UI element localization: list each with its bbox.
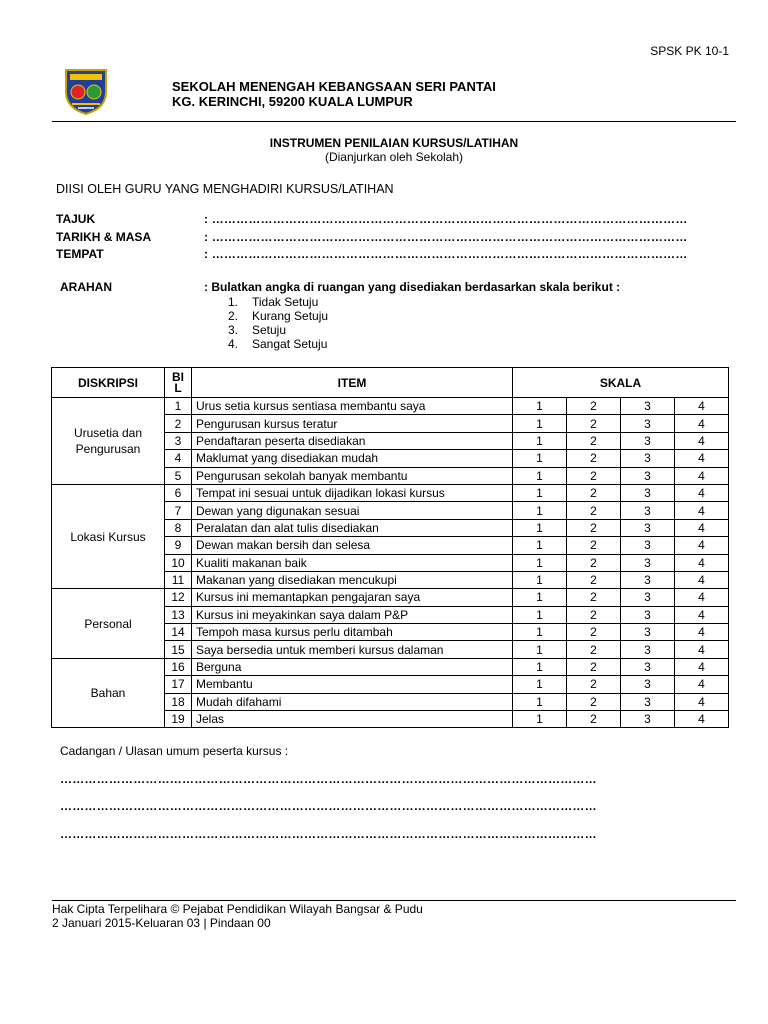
- bil-cell: 17: [165, 676, 192, 693]
- field-label-tempat: TEMPAT: [56, 247, 104, 261]
- scale-option-2[interactable]: 2: [567, 571, 621, 588]
- scale-option-4[interactable]: 4: [675, 693, 729, 710]
- category-cell: Personal: [52, 589, 165, 659]
- scale-option-1[interactable]: 1: [513, 711, 567, 728]
- category-cell: Urusetia dan Pengurusan: [52, 398, 165, 485]
- scale-legend-item: 2. Kurang Setuju: [228, 309, 329, 323]
- table-row: [52, 658, 729, 675]
- arahan-label: ARAHAN: [60, 280, 112, 294]
- scale-option-2[interactable]: 2: [567, 415, 621, 432]
- scale-option-4[interactable]: 4: [675, 589, 729, 606]
- item-cell: Mudah difahami: [192, 693, 513, 710]
- document-code: SPSK PK 10-1: [650, 44, 729, 58]
- scale-option-1[interactable]: 1: [513, 624, 567, 641]
- bil-cell: 6: [165, 484, 192, 501]
- scale-option-3[interactable]: 3: [621, 415, 675, 432]
- scale-option-1[interactable]: 1: [513, 432, 567, 449]
- form-title: INSTRUMEN PENILAIAN KURSUS/LATIHAN: [269, 136, 519, 150]
- scale-option-2[interactable]: 2: [567, 432, 621, 449]
- item-cell: Pengurusan sekolah banyak membantu: [192, 467, 513, 484]
- scale-option-4[interactable]: 4: [675, 467, 729, 484]
- scale-option-2[interactable]: 2: [567, 519, 621, 536]
- table-row: [52, 398, 729, 415]
- item-cell: Berguna: [192, 658, 513, 675]
- scale-option-3[interactable]: 3: [621, 398, 675, 415]
- bil-cell: 11: [165, 571, 192, 588]
- comment-line[interactable]: ……………………………………………………………………………………………………………………: [60, 772, 597, 786]
- item-cell: Pengurusan kursus teratur: [192, 415, 513, 432]
- scale-option-3[interactable]: 3: [621, 641, 675, 658]
- field-label-tajuk: TAJUK: [56, 212, 96, 226]
- scale-option-4[interactable]: 4: [675, 484, 729, 501]
- scale-option-2[interactable]: 2: [567, 658, 621, 675]
- scale-option-4[interactable]: 4: [675, 415, 729, 432]
- scale-option-2[interactable]: 2: [567, 450, 621, 467]
- bil-cell: 1: [165, 398, 192, 415]
- item-cell: Tempat ini sesuai untuk dijadikan lokasi kursus: [192, 484, 513, 501]
- scale-option-3[interactable]: 3: [621, 711, 675, 728]
- item-cell: Kursus ini meyakinkan saya dalam P&P: [192, 606, 513, 623]
- scale-option-3[interactable]: 3: [621, 502, 675, 519]
- scale-option-3[interactable]: 3: [621, 484, 675, 501]
- scale-option-1[interactable]: 1: [513, 537, 567, 554]
- field-blank-tarikh-masa[interactable]: : ………………………………………………………………………………………………………: [204, 230, 688, 244]
- scale-option-3[interactable]: 3: [621, 658, 675, 675]
- scale-option-2[interactable]: 2: [567, 624, 621, 641]
- item-cell: Membantu: [192, 676, 513, 693]
- bil-cell: 9: [165, 537, 192, 554]
- scale-option-4[interactable]: 4: [675, 537, 729, 554]
- scale-option-4[interactable]: 4: [675, 398, 729, 415]
- bil-cell: 8: [165, 519, 192, 536]
- footer-copyright: Hak Cipta Terpelihara © Pejabat Pendidikan Wilayah Bangsar & Pudu: [52, 902, 423, 916]
- scale-option-1[interactable]: 1: [513, 519, 567, 536]
- footer-issue: 2 Januari 2015-Keluaran 03 | Pindaan 00: [52, 916, 271, 930]
- scale-option-2[interactable]: 2: [567, 554, 621, 571]
- scale-option-1[interactable]: 1: [513, 676, 567, 693]
- scale-legend: [228, 295, 328, 351]
- scale-option-4[interactable]: 4: [675, 519, 729, 536]
- item-cell: Kualiti makanan baik: [192, 554, 513, 571]
- bil-cell: 15: [165, 641, 192, 658]
- comment-line[interactable]: ……………………………………………………………………………………………………………………: [60, 827, 597, 841]
- scale-option-4[interactable]: 4: [675, 606, 729, 623]
- table-row: [52, 484, 729, 501]
- scale-option-3[interactable]: 3: [621, 571, 675, 588]
- scale-option-4[interactable]: 4: [675, 624, 729, 641]
- bil-cell: 18: [165, 693, 192, 710]
- table-header-row: [52, 368, 729, 398]
- footer: [52, 902, 423, 930]
- scale-option-1[interactable]: 1: [513, 502, 567, 519]
- scale-option-4[interactable]: 4: [675, 554, 729, 571]
- scale-option-2[interactable]: 2: [567, 589, 621, 606]
- scale-option-3[interactable]: 3: [621, 467, 675, 484]
- arahan-text: : Bulatkan angka di ruangan yang disediakan berdasarkan skala berikut :: [204, 280, 621, 294]
- scale-option-4[interactable]: 4: [675, 502, 729, 519]
- scale-option-2[interactable]: 2: [567, 711, 621, 728]
- header-skala: SKALA: [513, 368, 729, 398]
- scale-option-4[interactable]: 4: [675, 711, 729, 728]
- scale-option-1[interactable]: 1: [513, 571, 567, 588]
- header-bil-text: BI L: [172, 369, 184, 395]
- item-cell: Dewan makan bersih dan selesa: [192, 537, 513, 554]
- bil-cell: 12: [165, 589, 192, 606]
- bil-cell: 14: [165, 624, 192, 641]
- scale-option-4[interactable]: 4: [675, 571, 729, 588]
- item-cell: Jelas: [192, 711, 513, 728]
- header-item: ITEM: [192, 368, 513, 398]
- table-body: [52, 398, 729, 728]
- scale-option-4[interactable]: 4: [675, 432, 729, 449]
- field-blank-tajuk[interactable]: : ………………………………………………………………………………………………………: [204, 212, 688, 226]
- bil-cell: 5: [165, 467, 192, 484]
- school-name: SEKOLAH MENENGAH KEBANGSAAN SERI PANTAI: [172, 79, 496, 94]
- scale-option-4[interactable]: 4: [675, 658, 729, 675]
- school-header: [172, 79, 496, 109]
- bil-cell: 13: [165, 606, 192, 623]
- comments-label: Cadangan / Ulasan umum peserta kursus :: [60, 744, 289, 758]
- bil-cell: 3: [165, 432, 192, 449]
- scale-option-2[interactable]: 2: [567, 398, 621, 415]
- item-cell: Makanan yang disediakan mencukupi: [192, 571, 513, 588]
- item-cell: Maklumat yang disediakan mudah: [192, 450, 513, 467]
- scale-option-1[interactable]: 1: [513, 589, 567, 606]
- scale-legend-item: 4. Sangat Setuju: [228, 337, 328, 351]
- scale-option-2[interactable]: 2: [567, 484, 621, 501]
- item-cell: Kursus ini memantapkan pengajaran saya: [192, 589, 513, 606]
- scale-option-2[interactable]: 2: [567, 676, 621, 693]
- scale-option-4[interactable]: 4: [675, 450, 729, 467]
- item-cell: Dewan yang digunakan sesuai: [192, 502, 513, 519]
- scale-option-3[interactable]: 3: [621, 519, 675, 536]
- scale-option-4[interactable]: 4: [675, 676, 729, 693]
- item-cell: Urus setia kursus sentiasa membantu saya: [192, 398, 513, 415]
- scale-option-1[interactable]: 1: [513, 467, 567, 484]
- scale-legend-item: 3. Setuju: [228, 323, 287, 337]
- scale-option-1[interactable]: 1: [513, 450, 567, 467]
- scale-legend-item: 1. Tidak Setuju: [228, 295, 319, 309]
- scale-option-2[interactable]: 2: [567, 537, 621, 554]
- evaluation-table: [51, 367, 729, 728]
- form-title-block: [52, 136, 736, 164]
- scale-option-1[interactable]: 1: [513, 398, 567, 415]
- scale-option-3[interactable]: 3: [621, 589, 675, 606]
- scale-option-2[interactable]: 2: [567, 467, 621, 484]
- scale-option-1[interactable]: 1: [513, 484, 567, 501]
- scale-option-2[interactable]: 2: [567, 641, 621, 658]
- item-cell: Saya bersedia untuk memberi kursus dalaman: [192, 641, 513, 658]
- field-label-tarikh-masa: TARIKH & MASA: [56, 230, 152, 244]
- scale-option-3[interactable]: 3: [621, 624, 675, 641]
- item-cell: Tempoh masa kursus perlu ditambah: [192, 624, 513, 641]
- scale-option-1[interactable]: 1: [513, 658, 567, 675]
- category-cell: Lokasi Kursus: [52, 484, 165, 588]
- scale-option-2[interactable]: 2: [567, 606, 621, 623]
- scale-option-3[interactable]: 3: [621, 537, 675, 554]
- school-address: KG. KERINCHI, 59200 KUALA LUMPUR: [172, 94, 413, 109]
- bil-cell: 16: [165, 658, 192, 675]
- scale-option-3[interactable]: 3: [621, 432, 675, 449]
- comment-line[interactable]: ……………………………………………………………………………………………………………………: [60, 799, 597, 813]
- field-blank-tempat[interactable]: : ………………………………………………………………………………………………………: [204, 247, 688, 261]
- scale-option-3[interactable]: 3: [621, 693, 675, 710]
- scale-option-1[interactable]: 1: [513, 415, 567, 432]
- bil-cell: 7: [165, 502, 192, 519]
- scale-option-4[interactable]: 4: [675, 641, 729, 658]
- scale-option-1[interactable]: 1: [513, 641, 567, 658]
- scale-option-3[interactable]: 3: [621, 606, 675, 623]
- form-subtitle: (Dianjurkan oleh Sekolah): [324, 150, 464, 164]
- header-divider: [52, 121, 736, 122]
- bil-cell: 4: [165, 450, 192, 467]
- scale-option-3[interactable]: 3: [621, 554, 675, 571]
- item-cell: Pendaftaran peserta disediakan: [192, 432, 513, 449]
- scale-option-2[interactable]: 2: [567, 502, 621, 519]
- footer-divider: [52, 900, 736, 901]
- scale-option-3[interactable]: 3: [621, 676, 675, 693]
- header-bil: [165, 368, 192, 398]
- scale-option-1[interactable]: 1: [513, 693, 567, 710]
- bil-cell: 2: [165, 415, 192, 432]
- table-row: [52, 589, 729, 606]
- bil-cell: 10: [165, 554, 192, 571]
- fill-instruction: DIISI OLEH GURU YANG MENGHADIRI KURSUS/LATIHAN: [56, 182, 394, 196]
- scale-option-2[interactable]: 2: [567, 693, 621, 710]
- header-diskripsi: DISKRIPSI: [52, 368, 165, 398]
- category-cell: Bahan: [52, 658, 165, 728]
- school-crest-logo: [64, 66, 108, 116]
- item-cell: Peralatan dan alat tulis disediakan: [192, 519, 513, 536]
- bil-cell: 19: [165, 711, 192, 728]
- scale-option-3[interactable]: 3: [621, 450, 675, 467]
- scale-option-1[interactable]: 1: [513, 554, 567, 571]
- scale-option-1[interactable]: 1: [513, 606, 567, 623]
